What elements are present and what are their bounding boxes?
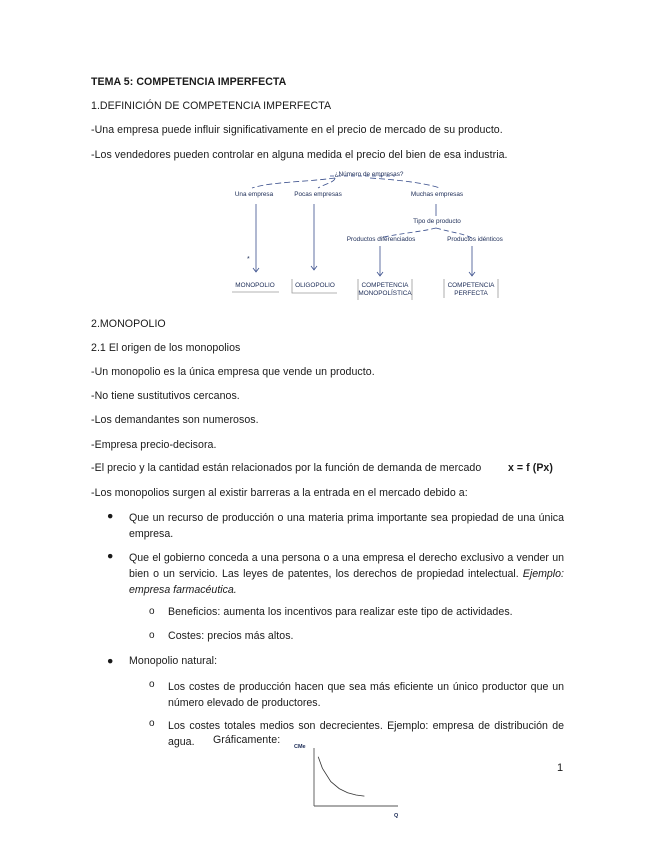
diagram-monopolistic-line2: MONOPOLÍSTICA [358,290,412,297]
page-title: TEMA 5: COMPETENCIA IMPERFECTA [91,76,287,88]
diagram-product-type: Tipo de producto [413,218,461,225]
diagram-monopolistic-box [358,282,411,298]
sub-benefits: Beneficios: aumenta los incentivos para realizar este tipo de actividades. [168,606,513,618]
diagram-perfect-line1: COMPETENCIA [447,282,495,289]
page-number: 1 [557,762,564,774]
monopoly-line-3: -Los demandantes son numerosos. [91,414,259,426]
monopoly-line-6: -Los monopolios surgen al existir barreras a la entrada en el mercado debido a: [91,487,468,499]
diagram-oligopoly-box: OLIGOPOLIO [295,282,335,289]
sub-natural-1: Los costes de producción hacen que sea más eficiente un único productor que un número elevado de productores. [168,681,564,709]
section-heading-monopoly: 2.MONOPOLIO [91,318,166,330]
monopoly-line-5: -El precio y la cantidad están relacionados por la función de demanda de mercado [91,462,482,474]
graphically-label: Gráficamente: [213,734,281,746]
sub-costs: Costes: precios más altos. [168,630,294,642]
demand-formula: x = f (Px) [508,462,553,474]
sub-bullet-circle: o [149,679,155,690]
diagram-many-firms: Muchas empresas [410,191,464,198]
sub-bullet-circle: o [149,630,155,641]
definition-line-1: -Una empresa puede influir significativamente en el precio de mercado de su producto. [91,124,503,136]
subsection-origin: 2.1 El origen de los monopolios [91,342,241,354]
monopoly-line-1: -Un monopolio es la única empresa que vende un producto. [91,366,375,378]
diagram-few-firms: Pocas empresas [294,191,342,198]
diagram-perfect-line2: PERFECTA [454,290,488,297]
chart-series-cme [318,757,364,796]
chart-y-label: CMe [294,744,306,750]
diagram-identical: Productos idénticos [447,236,503,243]
bullet-dot: ● [107,550,114,562]
bullet-government-text: Que el gobierno conceda a una persona o a una empresa el derecho exclusivo a vender un bien o un servicio. Las leyes de patentes, los derechos de propiedad intelectual. [129,552,564,580]
bullet-dot: ● [107,510,114,522]
sub-natural-2: Los costes totales medios son decrecientes. Ejemplo: empresa de distribución de agua. [168,720,564,748]
bullet-dot: ● [107,655,114,667]
bullet-government [129,550,564,598]
diagram-monopolistic-line1: COMPETENCIA [361,282,409,289]
diagram-perfect-box [448,282,495,298]
diagram-stray-mark: * [247,256,250,263]
diagram-monopoly-box: MONOPOLIO [235,282,275,289]
bullet-natural-monopoly: Monopolio natural: [129,655,218,667]
bullet-resource: Que un recurso de producción o una materia prima importante sea propiedad de una única empresa. [129,512,564,540]
diagram-connector-root [252,178,440,188]
diagram-one-firm: Una empresa [234,191,274,198]
definition-line-2: -Los vendedores pueden controlar en alguna medida el precio del bien de esa industria. [91,149,508,161]
diagram-differentiated: Productos diferenciados [346,236,416,243]
chart-x-label: Q [394,813,399,819]
monopoly-line-2: -No tiene sustitutivos cercanos. [91,390,240,402]
sub-bullet-circle: o [149,606,155,617]
average-cost-chart [290,738,400,820]
diagram-root-label: ¿Número de empresas? [334,171,404,178]
bullet-government-example: Ejemplo: empresa farmacéutica. [129,568,564,596]
monopoly-line-4: -Empresa precio-decisora. [91,439,217,451]
sub-bullet-circle: o [149,718,155,729]
section-heading-definition: 1.DEFINICIÓN DE COMPETENCIA IMPERFECTA [91,100,332,112]
